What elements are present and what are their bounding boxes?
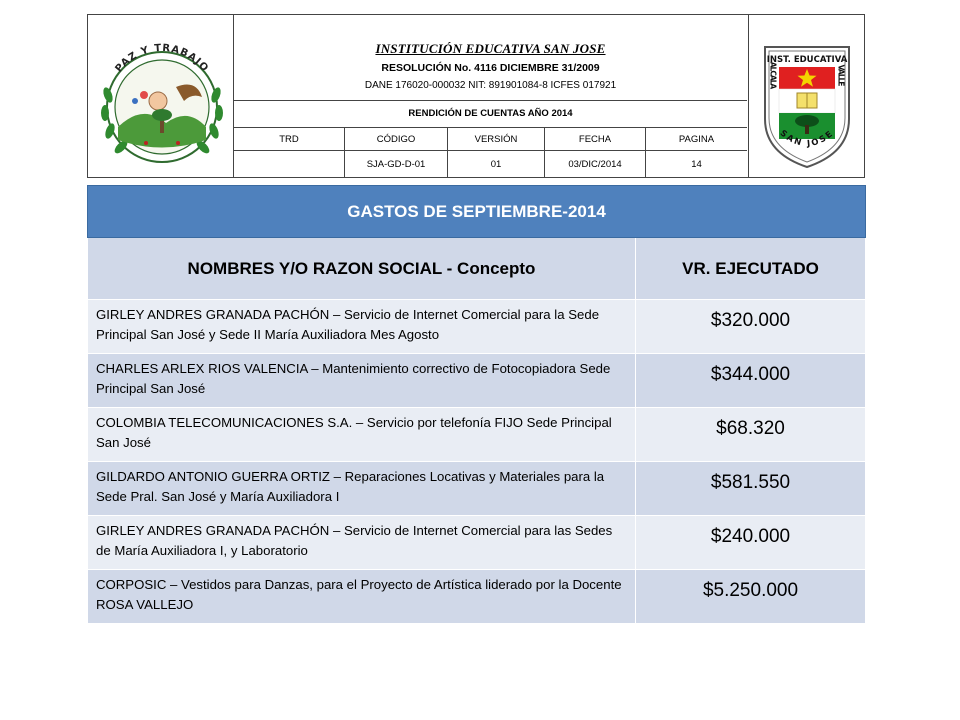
- resolution-line: RESOLUCIÓN No. 4116 DICIEMBRE 31/2009: [381, 62, 600, 74]
- table-title: GASTOS DE SEPTIEMBRE-2014: [88, 186, 866, 238]
- meta-value-version: 01: [448, 151, 545, 177]
- meta-header-version: VERSIÓN: [448, 128, 545, 150]
- dane-nit-icfes-line: DANE 176020-000032 NIT: 891901084-8 ICFES 017921: [364, 80, 617, 91]
- expense-value: $5.250.000: [636, 570, 866, 624]
- table-row: [88, 300, 866, 354]
- expense-value: $581.550: [636, 462, 866, 516]
- expense-value: $68.320: [636, 408, 866, 462]
- expense-description: CHARLES ARLEX RIOS VALENCIA – Mantenimiento correctivo de Fotocopiadora Sede Principal San José: [88, 354, 636, 408]
- expense-description: COLOMBIA TELECOMUNICACIONES S.A. – Servicio por telefonía FIJO Sede Principal San José: [88, 408, 636, 462]
- meta-header-pagina: PAGINA: [678, 133, 715, 145]
- institution-block: [234, 15, 747, 101]
- meta-header-codigo: CÓDIGO: [345, 128, 448, 150]
- meta-header-trd: TRD: [234, 128, 345, 150]
- expense-description: GILDARDO ANTONIO GUERRA ORTIZ – Reparaciones Locativas y Materiales para la Sede Pral. San José y María Auxiliadora I: [88, 462, 636, 516]
- left-logo-motto: PAZ Y TRABAJO: [113, 42, 211, 75]
- meta-value-codigo: SJA-GD-D-01: [345, 151, 448, 177]
- right-logo-top-text: INST. EDUCATIVA: [766, 55, 848, 65]
- expense-value: $320.000: [636, 300, 866, 354]
- header-center: [234, 15, 747, 177]
- column-header-name: NOMBRES Y/O RAZON SOCIAL - Concepto: [88, 238, 636, 300]
- meta-header-row: [234, 128, 747, 151]
- table-row: [88, 408, 866, 462]
- table-row: [88, 462, 866, 516]
- paz-y-trabajo-emblem-icon: [88, 15, 233, 177]
- right-logo-bottom-text: SAN JOSE: [777, 128, 837, 150]
- expense-description: GIRLEY ANDRES GRANADA PACHÓN – Servicio de Internet Comercial para las Sedes de María Auxiliadora I, y Laboratorio: [88, 516, 636, 570]
- left-logo-cell: [88, 15, 234, 177]
- meta-value-pagina: 14: [691, 158, 702, 170]
- table-row: [88, 516, 866, 570]
- right-logo-left-text: ALCALA: [768, 61, 778, 89]
- expense-description: GIRLEY ANDRES GRANADA PACHÓN – Servicio de Internet Comercial para la Sede Principal San José y Sede II María Auxiliadora Mes Agosto: [88, 300, 636, 354]
- expense-value: $344.000: [636, 354, 866, 408]
- expense-value: $240.000: [636, 516, 866, 570]
- institution-name: INSTITUCIÓN EDUCATIVA SAN JOSE: [375, 41, 606, 56]
- table-header-row: [88, 238, 866, 300]
- expenses-table: [87, 185, 866, 624]
- expense-description: CORPOSIC – Vestidos para Danzas, para el Proyecto de Artística liderado por la Docente ROSA VALLEJO: [88, 570, 636, 624]
- table-row: [88, 570, 866, 624]
- right-logo-cell: [748, 15, 865, 177]
- right-logo-right-text: VALLE: [836, 64, 846, 86]
- meta-value-fecha: 03/DIC/2014: [545, 151, 646, 177]
- table-title-row: [88, 186, 866, 238]
- table-row: [88, 354, 866, 408]
- column-header-value: VR. EJECUTADO: [636, 238, 866, 300]
- meta-header-fecha: FECHA: [545, 128, 646, 150]
- meta-value-row: [234, 151, 747, 177]
- school-shield-icon: [749, 15, 865, 177]
- rendicion-title: RENDICIÓN DE CUENTAS AÑO 2014: [234, 101, 747, 128]
- meta-value-trd: [234, 151, 345, 177]
- document-header: [87, 14, 865, 178]
